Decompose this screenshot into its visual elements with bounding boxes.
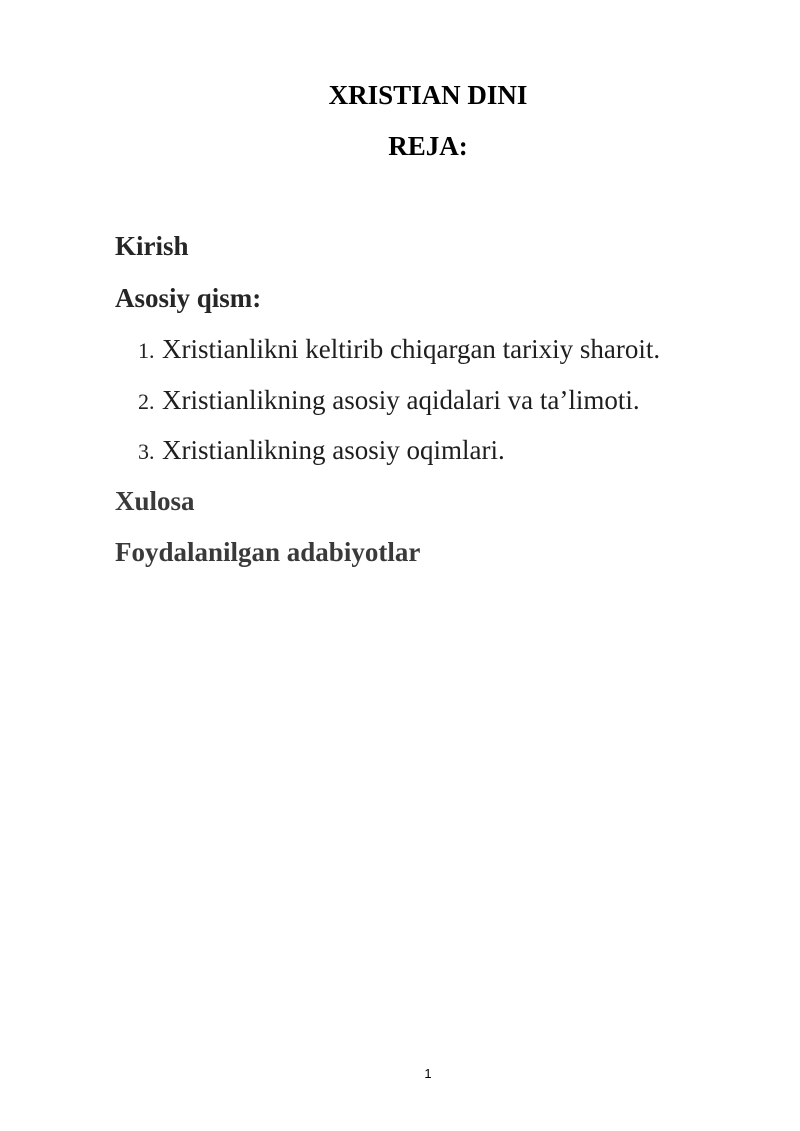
section-intro: Kirish [115,231,189,261]
list-item-text: Xristianlikning asosiy oqimlari. [162,435,505,465]
list-item-number: 3. [138,439,155,464]
page-number: 1 [424,1066,432,1081]
section-main-part: Asosiy qism: [115,283,262,313]
list-item-number: 1. [138,338,155,363]
section-references: Foydalanilgan adabiyotlar [115,537,421,567]
document-title: XRISTIAN DINI [328,80,528,110]
list-item-text: Xristianlikni keltirib chiqargan tarixiy sharoit. [162,334,661,364]
section-conclusion: Xulosa [115,486,195,516]
plan-heading: REJA: [388,131,468,161]
list-item-text: Xristianlikning asosiy aqidalari va ta’limoti. [162,385,640,415]
list-item-number: 2. [138,389,155,414]
